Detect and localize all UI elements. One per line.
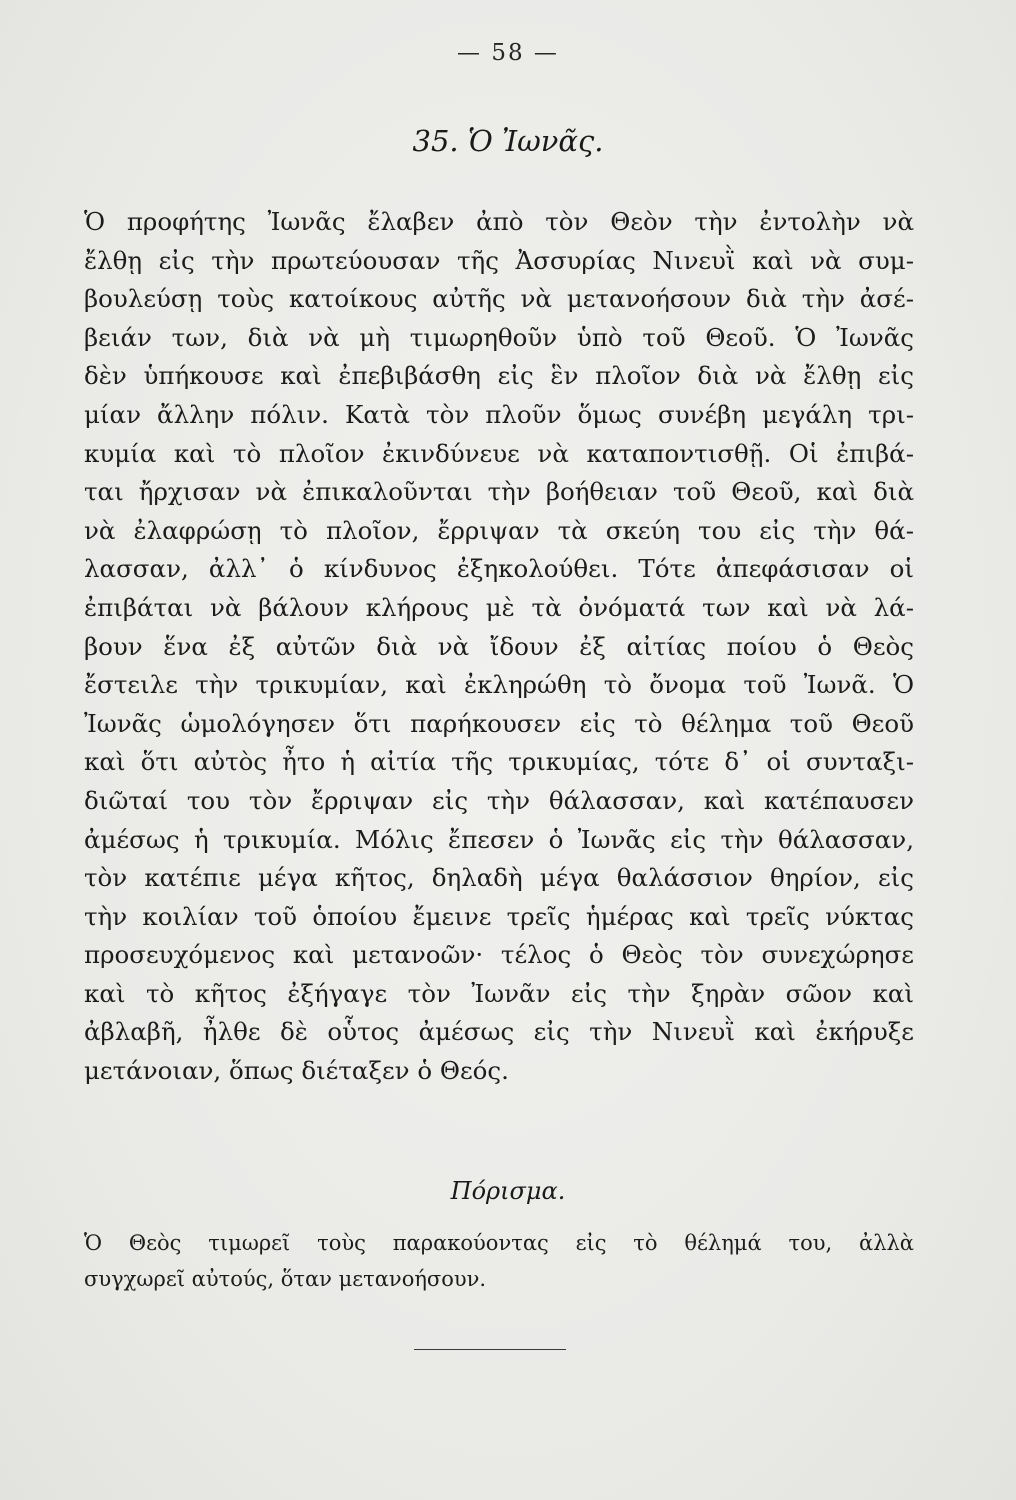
body-line: καὶ ὅτι αὐτὸς ἦτο ἡ αἰτία τῆς τρικυμίας, τότε δ᾽ οἱ συνταξι- — [84, 747, 914, 777]
porisma-heading: Πόρισμα. — [450, 1177, 566, 1205]
body-line: ἐπιβάται νὰ βάλουν κλήρους μὲ τὰ ὀνόματά των καὶ νὰ λά- — [84, 592, 914, 622]
body-line: βουν ἕνα ἐξ αὐτῶν διὰ νὰ ἴδουν ἐξ αἰτίας ποίου ὁ Θεὸς — [84, 631, 914, 661]
body-line: ἀμέσως ἡ τρικυμία. Μόλις ἔπεσεν ὁ Ἰωνᾶς εἰς τὴν θάλασσαν, — [84, 824, 914, 854]
porisma-body — [84, 1225, 914, 1297]
body-line: διῶταί του τὸν ἔρριψαν εἰς τὴν θάλασσαν, καὶ κατέπαυσεν — [84, 785, 914, 815]
body-line: προσευχόμενος καὶ μετανοῶν· τέλος ὁ Θεὸς τὸν συνεχώρησε — [84, 940, 914, 970]
body-line: κυμία καὶ τὸ πλοῖον ἐκινδύνευε νὰ καταποντισθῇ. Οἱ ἐπιβά- — [84, 438, 914, 468]
chapter-title: 35. Ὁ Ἰωνᾶς. — [412, 124, 604, 158]
body-line: βειάν των, διὰ νὰ μὴ τιμωρηθοῦν ὑπὸ τοῦ Θεοῦ. Ὁ Ἰωνᾶς — [84, 322, 914, 352]
body-line: Ὁ προφήτης Ἰωνᾶς ἔλαβεν ἀπὸ τὸν Θεὸν τὴν ἐντολὴν νὰ — [84, 207, 914, 236]
body-line: ἀβλαβῆ, ἦλθε δὲ οὗτος ἀμέσως εἰς τὴν Νινευῒ καὶ ἐκήρυξε — [84, 1017, 914, 1047]
body-line: ται ἤρχισαν νὰ ἐπικαλοῦνται τὴν βοήθειαν τοῦ Θεοῦ, καὶ διὰ — [84, 477, 914, 507]
body-line: μίαν ἄλλην πόλιν. Κατὰ τὸν πλοῦν ὅμως συνέβη μεγάλη τρι- — [84, 399, 914, 429]
body-line: λασσαν, ἀλλ᾽ ὁ κίνδυνος ἐξηκολούθει. Τότε ἀπεφάσισαν οἱ — [84, 554, 914, 584]
body-line: τὴν κοιλίαν τοῦ ὁποίου ἔμεινε τρεῖς ἡμέρας καὶ τρεῖς νύκτας — [84, 901, 914, 931]
page-number: — 58 — — [457, 40, 559, 66]
body-line: ἔστειλε τὴν τρικυμίαν, καὶ ἐκληρώθη τὸ ὄνομα τοῦ Ἰωνᾶ. Ὁ — [84, 670, 914, 700]
body-line: ἔλθῃ εἰς τὴν πρωτεύουσαν τῆς Ἀσσυρίας Νινευῒ καὶ νὰ συμ- — [84, 245, 914, 275]
body-line: μετάνοιαν, ὅπως διέταξεν ὁ Θεός. — [84, 1056, 509, 1086]
body-line: καὶ τὸ κῆτος ἐξήγαγε τὸν Ἰωνᾶν εἰς τὴν ξηρὰν σῶον καὶ — [84, 978, 914, 1008]
body-line: τὸν κατέπιε μέγα κῆτος, δηλαδὴ μέγα θαλάσσιον θηρίον, εἰς — [84, 863, 914, 893]
body-line: νὰ ἐλαφρώσῃ τὸ πλοῖον, ἔρριψαν τὰ σκεύη του εἰς τὴν θά- — [84, 515, 914, 545]
porisma-line: συγχωρεῖ αὐτούς, ὅταν μετανοήσουν. — [84, 1267, 487, 1291]
body-line: δὲν ὑπήκουσε καὶ ἐπεβιβάσθη εἰς ἓν πλοῖον διὰ νὰ ἔλθῃ εἰς — [84, 361, 914, 391]
body-line: Ἰωνᾶς ὡμολόγησεν ὅτι παρήκουσεν εἰς τὸ θέλημα τοῦ Θεοῦ — [84, 708, 914, 738]
section-divider — [414, 1349, 566, 1350]
porisma-line: Ὁ Θεὸς τιμωρεῖ τοὺς παρακούοντας εἰς τὸ θέλημά του, ἀλλὰ — [84, 1231, 914, 1255]
chapter-body — [84, 203, 914, 1091]
body-line: βουλεύσῃ τοὺς κατοίκους αὐτῆς νὰ μετανοήσουν διὰ τὴν ἀσέ- — [84, 284, 914, 314]
